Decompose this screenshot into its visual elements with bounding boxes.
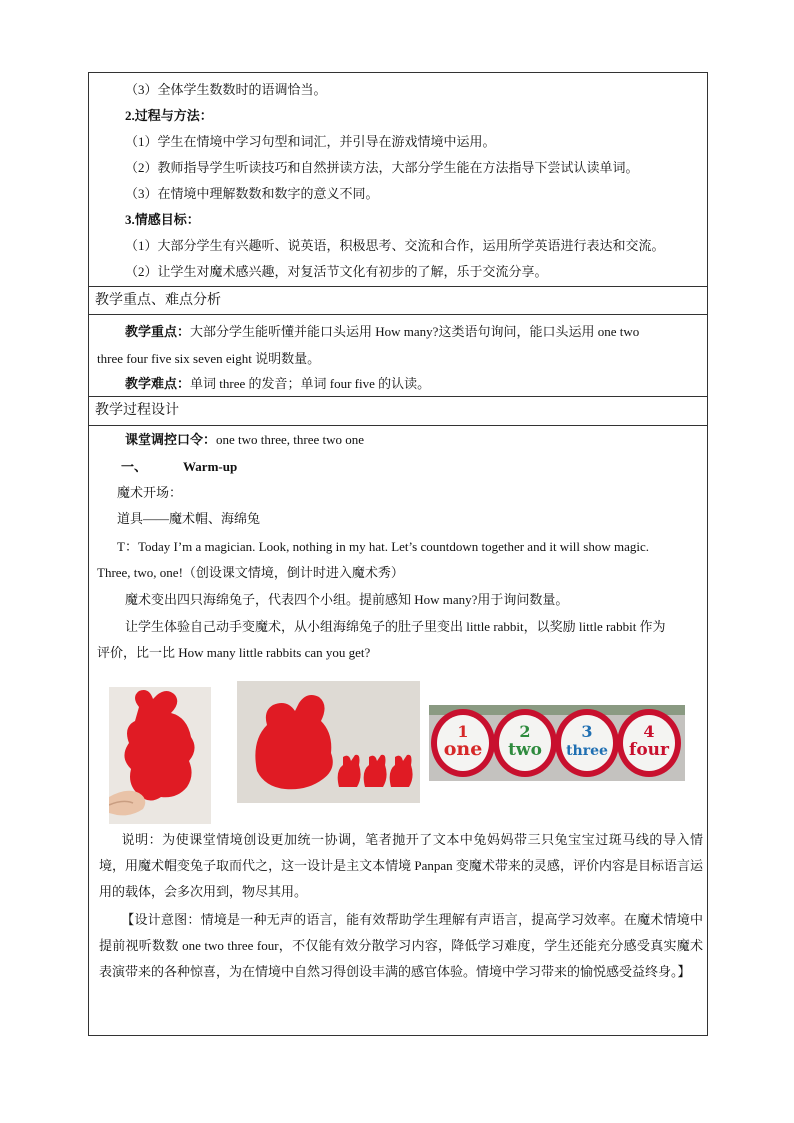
part-heading xyxy=(89,458,707,476)
section-title: 教学重点、难点分析 xyxy=(95,293,221,308)
key-point-text: 大部分学生能听懂并能口头运用 How many?这类语句询问，能口头运用 one two xyxy=(190,324,640,339)
hat-one xyxy=(431,709,495,777)
lesson-plan-table xyxy=(88,72,708,1036)
difficulty-text: 单词 three 的发音；单词 four five 的认读。 xyxy=(190,376,431,391)
part-number: 一、 xyxy=(121,459,148,474)
key-point-line: three four five six seven eight 说明数量。 xyxy=(97,351,321,366)
props-text: 道具——魔术帽、海绵兔 xyxy=(117,511,261,526)
note-text: 说明：为使课堂情境创设更加统一协调，笔者抛开了文本中兔妈妈带三只兔宝宝过斑马线的导入情境，用魔术帽变兔子取而代之，这一设计是主文本情境 Panpan 变魔术带来的灵感，评价内容是目标语言运用的载体，会多次用到，物尽其用。 xyxy=(99,832,703,899)
row-divider xyxy=(89,425,707,426)
design-intent-paragraph xyxy=(99,907,703,985)
hat-digit-1: 1 xyxy=(457,722,469,741)
hat-word-4: four xyxy=(629,740,669,760)
number-hats-photo xyxy=(429,705,685,781)
hat-four xyxy=(617,709,681,777)
teacher-line: T：Today I’m a magician. Look, nothing in my hat. Let’s countdown together and it will show magic. xyxy=(117,539,649,554)
objective-item: （2）教师指导学生听读技巧和自然拼读方法，大部分学生能在方法指导下尝试认读单词。 xyxy=(125,160,639,175)
row-divider xyxy=(89,396,707,397)
class-command-line xyxy=(89,431,707,449)
class-command-text: one two three, three two one xyxy=(216,432,365,447)
teacher-line: Three, two, one!（创设课文情境，倒计时进入魔术秀） xyxy=(97,565,404,580)
hat-digit-3: 3 xyxy=(581,722,593,741)
hat-digit-4: 4 xyxy=(643,722,655,741)
hat-three xyxy=(555,709,619,777)
hat-digit-2: 2 xyxy=(519,722,531,741)
objective-heading: 3.情感目标： xyxy=(125,212,200,227)
objective-item: （2）让学生对魔术感兴趣，对复活节文化有初步的了解，乐于交流分享。 xyxy=(125,264,548,279)
experience-text: 让学生体验自己动手变魔术，从小组海绵兔子的肚子里变出 little rabbit，以奖励 little rabbit 作为 xyxy=(125,619,666,634)
row-divider xyxy=(89,286,707,287)
experience-text: 评价，比一比 How many little rabbits can you get? xyxy=(97,645,371,660)
hat-two xyxy=(493,709,557,777)
magic-open-text: 魔术开场： xyxy=(117,485,183,500)
part-title: Warm-up xyxy=(183,459,238,474)
hat-word-3: three xyxy=(566,743,608,759)
key-point-line xyxy=(89,323,707,341)
difficulty-label: 教学难点： xyxy=(125,376,191,391)
difficulty-line xyxy=(89,375,707,393)
sponge-rabbit-photo xyxy=(109,687,211,824)
key-point-label: 教学重点： xyxy=(125,324,191,339)
note-paragraph xyxy=(99,827,703,905)
hat-word-1: one xyxy=(443,738,483,760)
design-intent-text: 【设计意图：情境是一种无声的语言，能有效帮助学生理解有声语言，提高学习效率。在魔术情境中提前视听数数 one two three four，不仅能有效分散学习内容，降低学习难度，学生还能充分感受真实魔术表演带来的各种惊喜，为在情境中自然习得创设丰满的感官体验。情境中学习带来的愉悦感受益终身。】 xyxy=(99,912,703,979)
objective-item: （1）大部分学生有兴趣听、说英语，积极思考、交流和合作，运用所学英语进行表达和交流。 xyxy=(125,238,665,253)
objective-heading: 2.过程与方法： xyxy=(125,108,213,123)
hat-word-2: two xyxy=(508,740,542,760)
objective-item: （3）全体学生数数时的语调恰当。 xyxy=(125,82,327,97)
section-title: 教学过程设计 xyxy=(95,403,179,418)
objective-item: （3）在情境中理解数数和数字的意义不同。 xyxy=(125,186,379,201)
objective-item: （1）学生在情境中学习句型和词汇，并引导在游戏情境中运用。 xyxy=(125,134,496,149)
class-command-label: 课堂调控口令： xyxy=(125,432,217,447)
row-divider xyxy=(89,314,707,315)
sponge-rabbits-photo xyxy=(237,681,420,803)
rabbits-text: 魔术变出四只海绵兔子，代表四个小组。提前感知 How many?用于询问数量。 xyxy=(125,592,569,607)
